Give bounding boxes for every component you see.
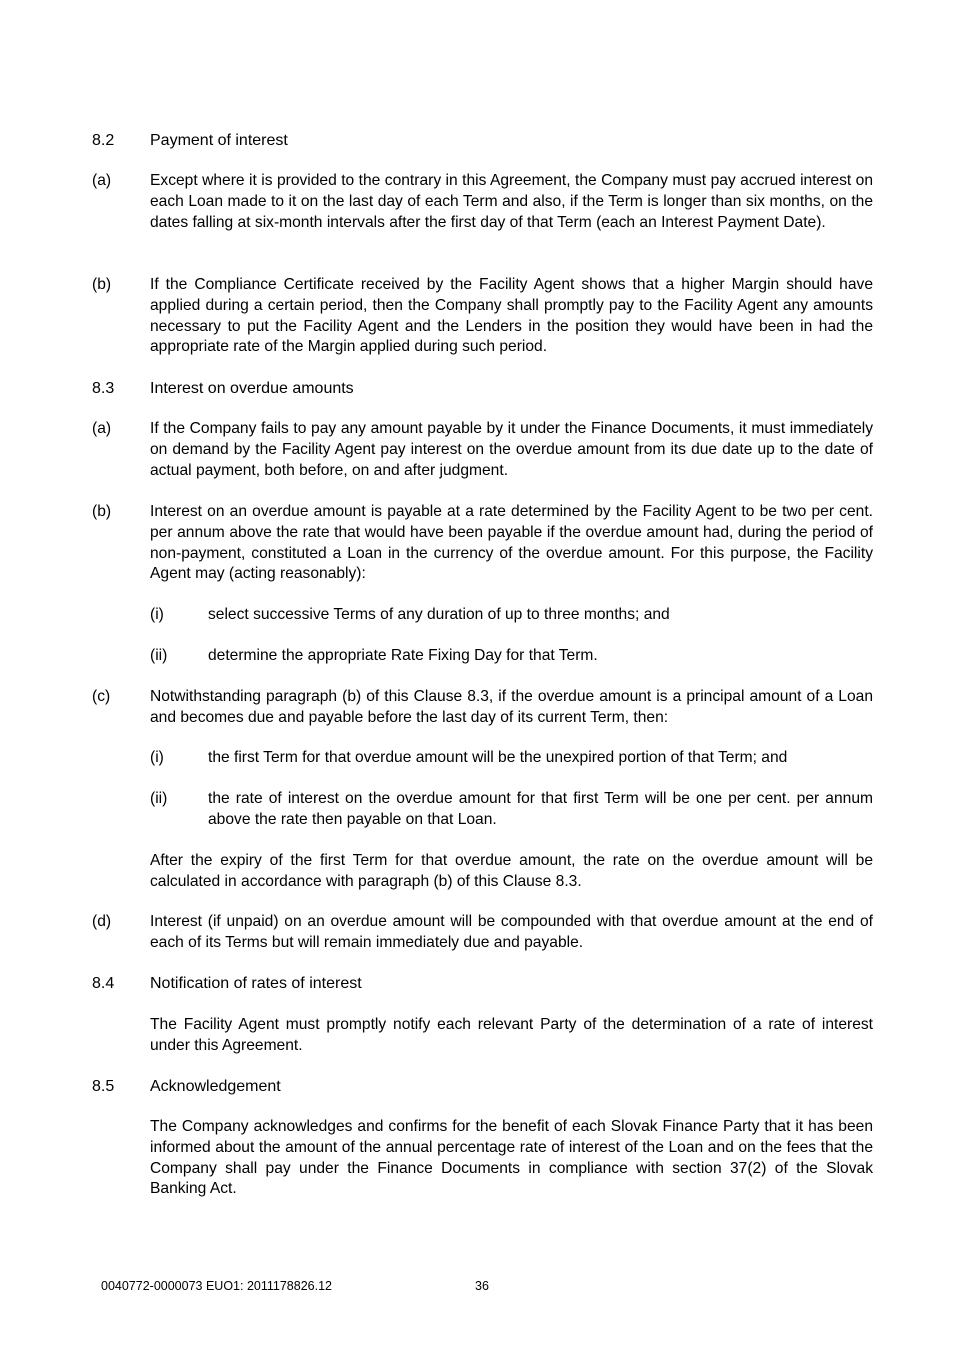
subparagraph-text: select successive Terms of any duration of up to three months; and	[208, 606, 670, 623]
clause-8-3-b-i	[150, 605, 873, 626]
subparagraph-text: the first Term for that overdue amount will be the unexpired portion of that Term; and	[208, 749, 788, 766]
clause-8-3-c-continuation: After the expiry of the first Term for that overdue amount, the rate on the overdue amount will be calculated in accordance with paragraph (b) of this Clause 8.3.	[150, 852, 873, 890]
clause-8-5-text: The Company acknowledges and confirms for the benefit of each Slovak Finance Party that it has been informed about the amount of the annual percentage rate of interest of the Loan and on the fees that the Company shall pay under the Finance Documents in compliance with section 37(2) of the Slovak Banking Act.	[150, 1118, 873, 1198]
subparagraph-label: (ii)	[150, 647, 168, 664]
clause-8-3-a	[92, 419, 873, 481]
clause-title: Notification of rates of interest	[150, 975, 362, 992]
clause-number: 8.3	[92, 380, 115, 397]
clause-8-3-c	[92, 687, 873, 729]
paragraph-text: If the Company fails to pay any amount payable by it under the Finance Documents, it must immediately on demand by the Facility Agent pay interest on the overdue amount from its due date up to the date of actual payment, both before, on and after judgment.	[150, 420, 873, 479]
footer-doc-ref: 0040772-0000073 EUO1: 2011178826.12	[101, 1279, 332, 1293]
paragraph-label: (c)	[92, 688, 111, 705]
subparagraph-text: determine the appropriate Rate Fixing Day for that Term.	[208, 647, 598, 664]
clause-number: 8.2	[92, 132, 115, 149]
paragraph-text: Except where it is provided to the contrary in this Agreement, the Company must pay accrued interest on each Loan made to it on the last day of each Term and also, if the Term is longer than six months, on the dates falling at six-month intervals after the first day of that Term (each an Interest Payment Date).	[150, 172, 873, 231]
subparagraph-label: (i)	[150, 749, 164, 766]
paragraph-text: Interest on an overdue amount is payable at a rate determined by the Facility Agent to be two per cent. per annum above the rate that would have been payable if the overdue amount had, during the period of non-payment, constituted a Loan in the currency of the overdue amount. For this purpose, the Facility Agent may (acting reasonably):	[150, 503, 873, 583]
clause-8-3-b-ii	[150, 646, 873, 667]
paragraph-label: (d)	[92, 913, 112, 930]
clause-8-3-c-i	[150, 748, 873, 769]
clause-8-2-b	[92, 275, 873, 358]
paragraph-label: (a)	[92, 420, 112, 437]
paragraph-text: If the Compliance Certificate received by the Facility Agent shows that a higher Margin should have applied during a certain period, then the Company shall promptly pay to the Facility Agent any amounts necessary to put the Facility Agent and the Lenders in the position they would have been in had the appropriate rate of the Margin applied during such period.	[150, 276, 873, 356]
clause-number: 8.4	[92, 975, 115, 992]
paragraph-text: Interest (if unpaid) on an overdue amount will be compounded with that overdue amount at the end of each of its Terms but will remain immediately due and payable.	[150, 913, 873, 951]
clause-title: Interest on overdue amounts	[150, 380, 354, 397]
footer-page-number: 36	[475, 1279, 489, 1293]
subparagraph-text: the rate of interest on the overdue amount for that first Term will be one per cent. per annum above the rate then payable on that Loan.	[208, 790, 873, 828]
subparagraph-label: (ii)	[150, 790, 168, 807]
clause-8-3-c-ii	[150, 789, 873, 831]
paragraph-label: (b)	[92, 276, 112, 293]
paragraph-label: (b)	[92, 503, 112, 520]
clause-8-3-b	[92, 502, 873, 585]
paragraph-label: (a)	[92, 172, 112, 189]
subparagraph-label: (i)	[150, 606, 164, 623]
clause-8-2-a	[92, 171, 873, 233]
clause-title: Payment of interest	[150, 132, 288, 149]
paragraph-text: Notwithstanding paragraph (b) of this Clause 8.3, if the overdue amount is a principal amount of a Loan and becomes due and payable before the last day of its current Term, then:	[150, 688, 873, 726]
clause-8-4-text: The Facility Agent must promptly notify each relevant Party of the determination of a rate of interest under this Agreement.	[150, 1016, 873, 1054]
clause-number: 8.5	[92, 1078, 115, 1095]
clause-8-3-d	[92, 912, 873, 954]
clause-title: Acknowledgement	[150, 1078, 281, 1095]
